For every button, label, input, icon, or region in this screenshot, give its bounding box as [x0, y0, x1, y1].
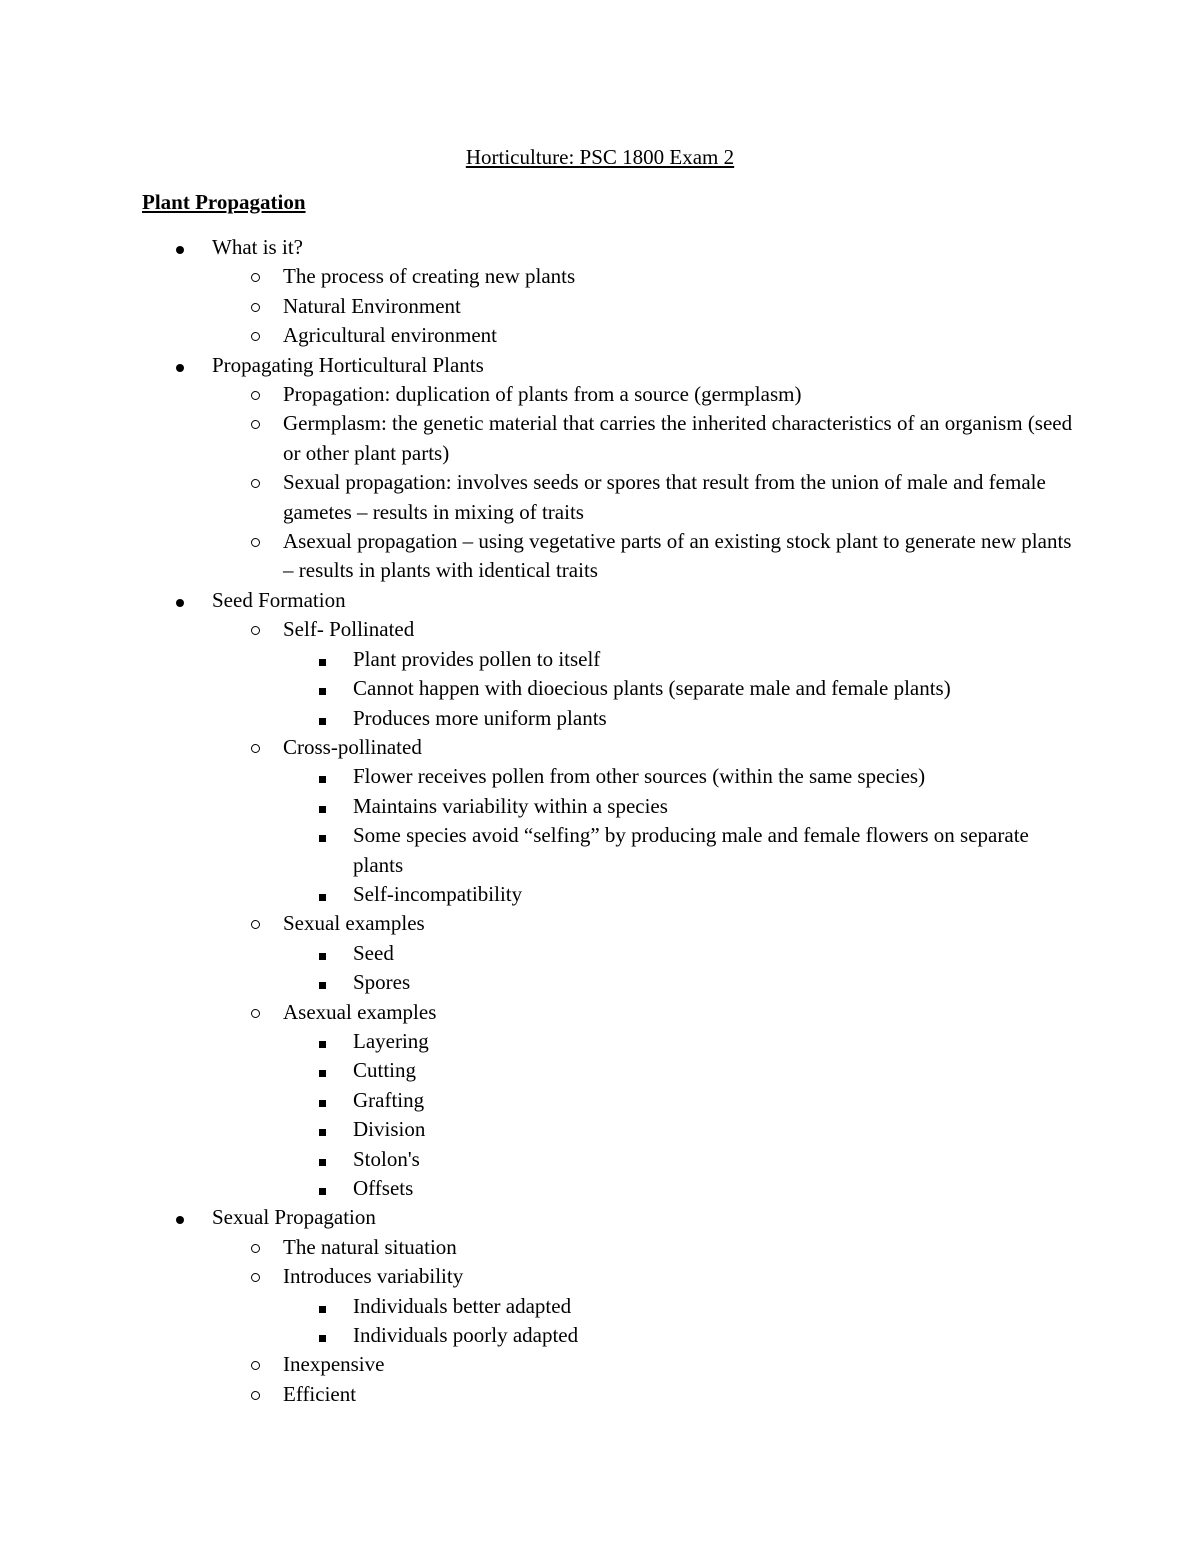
outline-item-level-2: [0, 1350, 1073, 1379]
bullet-square-icon: [316, 704, 328, 733]
bullet-square-icon: [316, 792, 328, 821]
outline-item-text: Seed: [353, 940, 394, 965]
outline-item-level-2: [0, 292, 1073, 321]
bullet-circle-icon: [247, 527, 263, 556]
outline-item-text: The process of creating new plants: [283, 264, 576, 289]
bullet-dot-icon: [172, 351, 188, 380]
outline-item-level-3: [0, 1321, 1073, 1350]
bullet-circle-icon: [247, 380, 263, 409]
bullet-square-icon: [316, 1321, 328, 1350]
outline-item-level-3: [0, 1145, 1073, 1174]
outline-item-level-2: [0, 909, 1073, 938]
bullet-square-icon: [316, 939, 328, 968]
outline-item-level-3: [0, 1174, 1073, 1203]
bullet-square-icon: [316, 1174, 328, 1203]
bullet-dot-icon: [172, 1203, 188, 1232]
bullet-square-icon: [316, 880, 328, 909]
outline-item-text: Propagation: duplication of plants from a source (germplasm): [283, 382, 802, 407]
outline-item-text: Maintains variability within a species: [353, 793, 668, 818]
outline-item-level-2: [0, 1262, 1073, 1291]
bullet-square-icon: [316, 1086, 328, 1115]
outline-item-text: Introduces variability: [283, 1264, 464, 1289]
outline-item-level-3: [0, 1115, 1073, 1144]
outline-item-text: Inexpensive: [283, 1352, 385, 1377]
outline-list: [0, 233, 1200, 1409]
section-heading: Plant Propagation: [142, 190, 306, 214]
outline-item-level-2: [0, 1380, 1073, 1409]
outline-item-level-2: [0, 998, 1073, 1027]
outline-item-text: Self-incompatibility: [353, 881, 523, 906]
outline-item-level-3: [0, 968, 1073, 997]
outline-item-text: Division: [353, 1117, 426, 1142]
bullet-square-icon: [316, 1056, 328, 1085]
outline-item-level-2: [0, 615, 1073, 644]
outline-item-text: Sexual examples: [283, 911, 425, 936]
bullet-circle-icon: [247, 292, 263, 321]
bullet-square-icon: [316, 674, 328, 703]
outline-item-text: Plant provides pollen to itself: [353, 646, 601, 671]
bullet-circle-icon: [247, 321, 263, 350]
outline-item-level-2: [0, 733, 1073, 762]
outline-item-text: Sexual propagation: involves seeds or spores that result from the union of male and female gametes – results in mixing of traits: [283, 470, 1046, 524]
outline-item-text: Asexual examples: [283, 999, 437, 1024]
outline-item-level-3: [0, 1056, 1073, 1085]
outline-item-level-3: [0, 1292, 1073, 1321]
outline-item-level-2: [0, 1233, 1073, 1262]
bullet-dot-icon: [172, 233, 188, 262]
bullet-circle-icon: [247, 262, 263, 291]
bullet-circle-icon: [247, 1233, 263, 1262]
outline-item-level-3: [0, 821, 1073, 880]
outline-item-level-3: [0, 1086, 1073, 1115]
bullet-square-icon: [316, 1145, 328, 1174]
outline-item-level-1: [0, 586, 1072, 615]
outline-item-level-3: [0, 704, 1073, 733]
outline-item-text: Agricultural environment: [283, 323, 498, 348]
outline-item-text: Germplasm: the genetic material that carries the inherited characteristics of an organism (seed or other plant parts): [283, 411, 1073, 465]
outline-item-text: Flower receives pollen from other sources (within the same species): [353, 764, 926, 789]
bullet-circle-icon: [247, 615, 263, 644]
outline-item-text: Cross-pollinated: [283, 734, 422, 759]
outline-item-level-3: [0, 880, 1073, 909]
bullet-square-icon: [316, 968, 328, 997]
bullet-square-icon: [316, 1027, 328, 1056]
bullet-square-icon: [316, 645, 328, 674]
outline-item-level-3: [0, 674, 1073, 703]
outline-item-level-3: [0, 939, 1073, 968]
outline-item-text: The natural situation: [283, 1234, 457, 1259]
document-title: Horticulture: PSC 1800 Exam 2: [465, 145, 735, 169]
bullet-circle-icon: [247, 1262, 263, 1291]
outline-item-text: Individuals poorly adapted: [353, 1323, 579, 1348]
bullet-circle-icon: [247, 409, 263, 438]
bullet-square-icon: [316, 1115, 328, 1144]
bullet-circle-icon: [247, 1380, 263, 1409]
outline-item-text: Sexual Propagation: [212, 1205, 376, 1230]
outline-item-level-2: [0, 380, 1073, 409]
outline-item-text: Efficient: [283, 1381, 357, 1406]
outline-item-text: Spores: [353, 970, 411, 995]
outline-item-text: Seed Formation: [212, 587, 346, 612]
outline-item-text: Individuals better adapted: [353, 1293, 572, 1318]
outline-item-text: Offsets: [353, 1176, 414, 1200]
outline-item-level-3: [0, 762, 1073, 791]
outline-item-level-2: [0, 409, 1073, 468]
outline-item-level-1: [0, 1203, 1072, 1232]
outline-item-text: Some species avoid “selfing” by producing male and female flowers on separate plants: [353, 823, 1029, 877]
outline-item-level-2: [0, 321, 1073, 350]
outline-item-level-1: [0, 351, 1072, 380]
outline-item-text: Stolon's: [353, 1146, 420, 1171]
outline-item-text: Natural Environment: [283, 293, 461, 318]
outline-item-level-3: [0, 1027, 1073, 1056]
outline-item-text: Produces more uniform plants: [353, 705, 607, 730]
outline-item-text: Asexual propagation – using vegetative parts of an existing stock plant to generate new plants – results in plants with identical traits: [283, 529, 1072, 583]
outline-item-text: Grafting: [353, 1087, 425, 1112]
outline-item-text: Self- Pollinated: [283, 617, 415, 642]
outline-item-text: Layering: [353, 1028, 429, 1053]
bullet-square-icon: [316, 821, 328, 850]
bullet-circle-icon: [247, 909, 263, 938]
outline-item-text: Cannot happen with dioecious plants (separate male and female plants): [353, 676, 951, 701]
outline-item-level-2: [0, 262, 1073, 291]
bullet-circle-icon: [247, 733, 263, 762]
outline-item-level-2: [0, 468, 1073, 527]
outline-item-text: Propagating Horticultural Plants: [212, 352, 484, 377]
bullet-square-icon: [316, 762, 328, 791]
outline-item-level-3: [0, 792, 1073, 821]
bullet-circle-icon: [247, 998, 263, 1027]
bullet-circle-icon: [247, 1350, 263, 1379]
outline-item-text: Cutting: [353, 1058, 417, 1083]
outline-item-text: What is it?: [212, 235, 303, 259]
bullet-dot-icon: [172, 586, 188, 615]
outline-item-level-3: [0, 645, 1073, 674]
outline-item-level-2: [0, 527, 1073, 586]
bullet-square-icon: [316, 1292, 328, 1321]
bullet-circle-icon: [247, 468, 263, 497]
outline-item-level-1: [0, 233, 1072, 262]
